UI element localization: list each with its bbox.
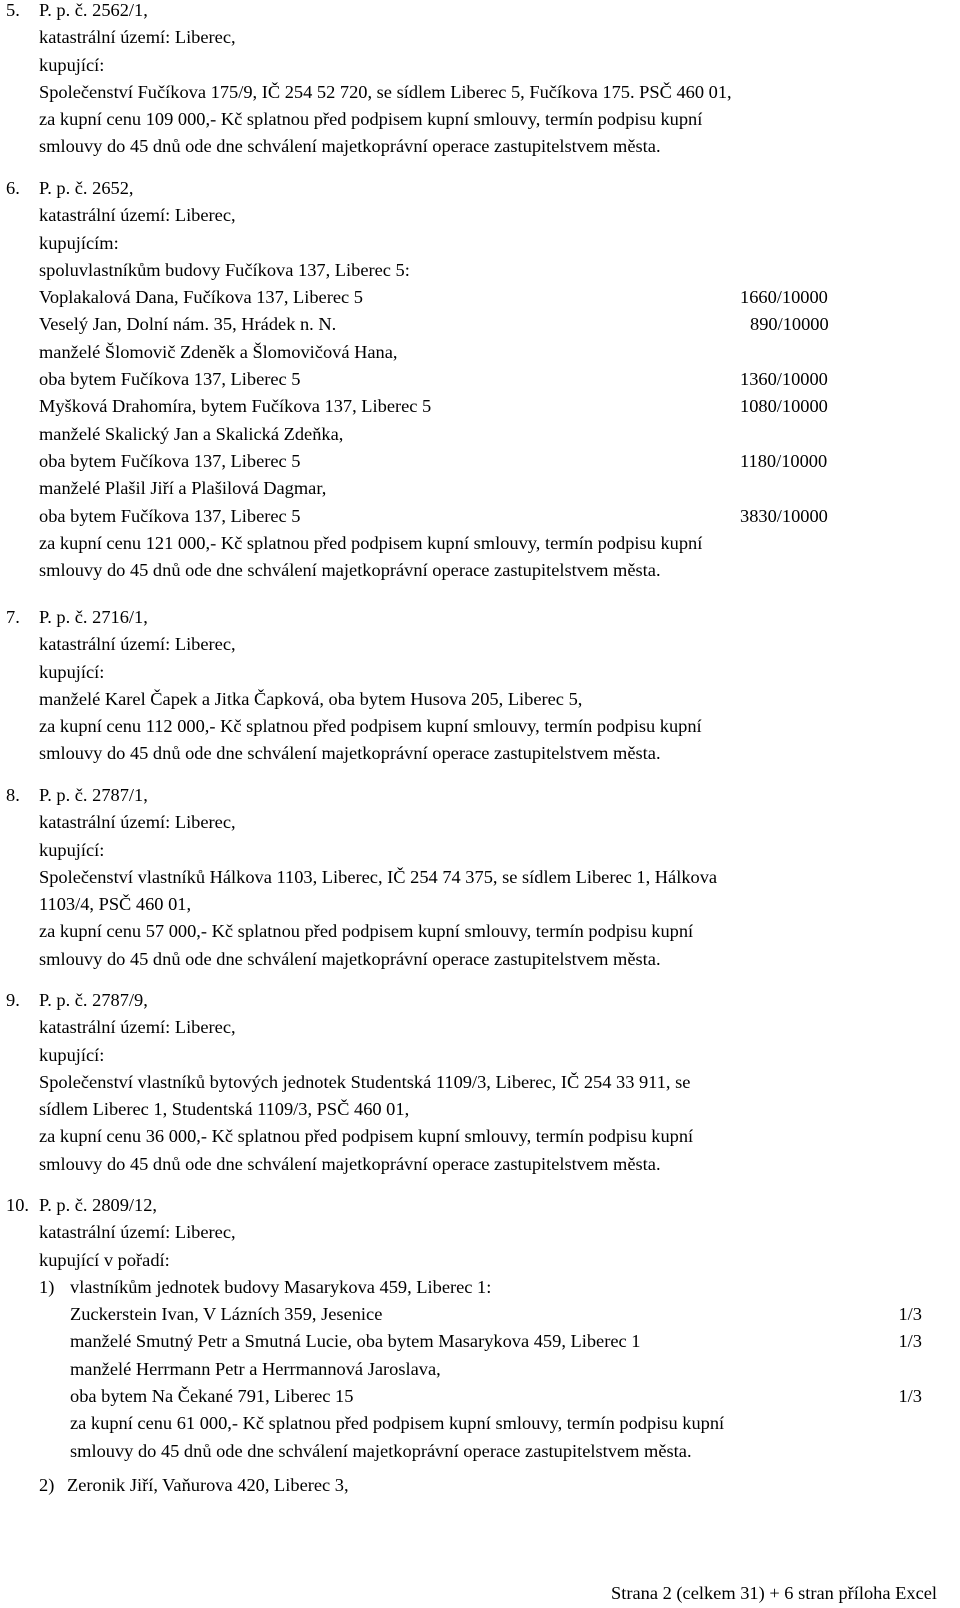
owner-share: 1080/10000 (740, 396, 828, 417)
price-line: smlouvy do 45 dnů ode dne schválení majetkoprávní operace zastupitelstvem města. (39, 1153, 661, 1174)
owner-row (0, 421, 960, 448)
buyer-label: kupující: (39, 54, 105, 75)
price-line: za kupní cenu 112 000,- Kč splatnou před podpisem kupní smlouvy, termín podpisu kupní (39, 716, 702, 737)
owner-row (0, 1383, 960, 1410)
owner-name: manželé Herrmann Petr a Herrmannová Jaroslava, (70, 1358, 441, 1379)
owner-row (0, 393, 960, 420)
list-item-9 (0, 987, 960, 1178)
buyer-label: kupující: (39, 661, 105, 682)
parcel-title: P. p. č. 2716/1, (39, 607, 148, 627)
item-number: 5. (6, 0, 20, 20)
owner-name: manželé Smutný Petr a Smutná Lucie, oba bytem Masarykova 459, Liberec 1 (70, 1331, 641, 1352)
item-number: 9. (6, 990, 20, 1010)
price-line: za kupní cenu 57 000,- Kč splatnou před podpisem kupní smlouvy, termín podpisu kupní (39, 921, 694, 942)
owner-name: manželé Plašil Jiří a Plašilová Dagmar, (39, 478, 327, 499)
owner-share: 1360/10000 (740, 369, 828, 390)
owner-row (0, 1301, 960, 1328)
sub-item-number: 1) (39, 1276, 55, 1297)
parcel-title: P. p. č. 2562/1, (39, 0, 148, 20)
owner-name: Veselý Jan, Dolní nám. 35, Hrádek n. N. (39, 314, 337, 335)
item-number: 7. (6, 607, 20, 627)
owner-row (0, 1356, 960, 1383)
owner-name: oba bytem Na Čekané 791, Liberec 15 (70, 1386, 354, 1407)
buyer-line: sídlem Liberec 1, Studentská 1109/3, PSČ 460 01, (39, 1099, 410, 1120)
owner-row (0, 503, 960, 530)
buyer-line: Společenství Fučíkova 175/9, IČ 254 52 720, se sídlem Liberec 5, Fučíkova 175. PSČ 460 01, (39, 81, 732, 102)
sub-item-label: Zeronik Jiří, Vaňurova 420, Liberec 3, (67, 1474, 349, 1495)
cadastral-territory: katastrální území: Liberec, (39, 1222, 236, 1243)
item-number: 10. (6, 1195, 29, 1215)
cadastral-territory: katastrální území: Liberec, (39, 812, 236, 833)
list-item-8 (0, 782, 960, 973)
price-line: smlouvy do 45 dnů ode dne schválení majetkoprávní operace zastupitelstvem města. (39, 743, 661, 764)
owner-row (0, 475, 960, 502)
owner-share: 1180/10000 (740, 450, 828, 471)
owner-row (0, 1328, 960, 1355)
price-line: smlouvy do 45 dnů ode dne schválení majetkoprávní operace zastupitelstvem města. (70, 1440, 692, 1461)
cadastral-territory: katastrální území: Liberec, (39, 27, 236, 48)
owner-name: oba bytem Fučíkova 137, Liberec 5 (39, 369, 301, 390)
owner-share: 1/3 (898, 1386, 922, 1407)
owner-row (0, 366, 960, 393)
owner-name: Voplakalová Dana, Fučíkova 137, Liberec 5 (39, 287, 363, 308)
price-line: smlouvy do 45 dnů ode dne schválení majetkoprávní operace zastupitelstvem města. (39, 948, 661, 969)
owner-row (0, 284, 960, 311)
owner-share: 3830/10000 (740, 505, 828, 526)
list-item-10 (0, 1192, 960, 1499)
owner-share: 890/10000 (750, 314, 829, 335)
page-footer: Strana 2 (celkem 31) + 6 stran příloha Excel (611, 1583, 937, 1603)
parcel-title: P. p. č. 2652, (39, 178, 134, 198)
price-line: za kupní cenu 61 000,- Kč splatnou před podpisem kupní smlouvy, termín podpisu kupní (70, 1413, 725, 1434)
buyer-label: kupující v pořadí: (39, 1249, 170, 1270)
price-line: smlouvy do 45 dnů ode dne schválení majetkoprávní operace zastupitelstvem města. (39, 136, 661, 157)
buyer-line: Společenství vlastníků bytových jednotek Studentská 1109/3, Liberec, IČ 254 33 911, se (39, 1071, 691, 1092)
item-number: 6. (6, 178, 20, 198)
owner-row (0, 339, 960, 366)
sub-item-label: vlastníkům jednotek budovy Masarykova 459, Liberec 1: (70, 1276, 492, 1297)
owner-name: oba bytem Fučíkova 137, Liberec 5 (39, 505, 301, 526)
list-item-6 (0, 175, 960, 584)
list-item-7 (0, 604, 960, 768)
buyer-label: kupujícím: (39, 232, 119, 253)
owner-share: 1660/10000 (740, 287, 828, 308)
parcel-title: P. p. č. 2787/9, (39, 990, 148, 1010)
price-line: za kupní cenu 109 000,- Kč splatnou před podpisem kupní smlouvy, termín podpisu kupní (39, 109, 703, 130)
cadastral-territory: katastrální území: Liberec, (39, 1017, 236, 1038)
buyer-line: Společenství vlastníků Hálkova 1103, Liberec, IČ 254 74 375, se sídlem Liberec 1, Hálkova (39, 866, 718, 887)
parcel-title: P. p. č. 2787/1, (39, 785, 148, 805)
buyer-line: manželé Karel Čapek a Jitka Čapková, oba bytem Husova 205, Liberec 5, (39, 688, 583, 709)
owner-name: oba bytem Fučíkova 137, Liberec 5 (39, 450, 301, 471)
owner-row (0, 448, 960, 475)
buyer-line: 1103/4, PSČ 460 01, (39, 894, 192, 915)
price-line: za kupní cenu 36 000,- Kč splatnou před podpisem kupní smlouvy, termín podpisu kupní (39, 1126, 694, 1147)
owner-share: 1/3 (898, 1304, 922, 1325)
buyer-label: kupující: (39, 1044, 105, 1065)
sub-item-number: 2) (39, 1474, 55, 1495)
cadastral-territory: katastrální území: Liberec, (39, 205, 236, 226)
sub-list-item-2 (0, 1472, 960, 1499)
owner-row (0, 311, 960, 338)
item-number: 8. (6, 785, 20, 805)
owner-name: manželé Šlomovič Zdeněk a Šlomovičová Hana, (39, 341, 398, 362)
owner-share: 1/3 (898, 1331, 922, 1352)
buyer-label: kupující: (39, 839, 105, 860)
parcel-title: P. p. č. 2809/12, (39, 1195, 158, 1215)
owner-name: Myšková Drahomíra, bytem Fučíkova 137, Liberec 5 (39, 396, 432, 417)
cadastral-territory: katastrální území: Liberec, (39, 634, 236, 655)
owner-name: manželé Skalický Jan a Skalická Zdeňka, (39, 423, 344, 444)
owner-name: Zuckerstein Ivan, V Lázních 359, Jesenice (70, 1304, 383, 1325)
sub-list-item-1 (0, 1274, 960, 1301)
co-owners-label: spoluvlastníkům budovy Fučíkova 137, Liberec 5: (39, 259, 410, 280)
price-line: za kupní cenu 121 000,- Kč splatnou před podpisem kupní smlouvy, termín podpisu kupní (39, 532, 703, 553)
list-item-5 (0, 0, 960, 161)
price-line: smlouvy do 45 dnů ode dne schválení majetkoprávní operace zastupitelstvem města. (39, 560, 661, 581)
